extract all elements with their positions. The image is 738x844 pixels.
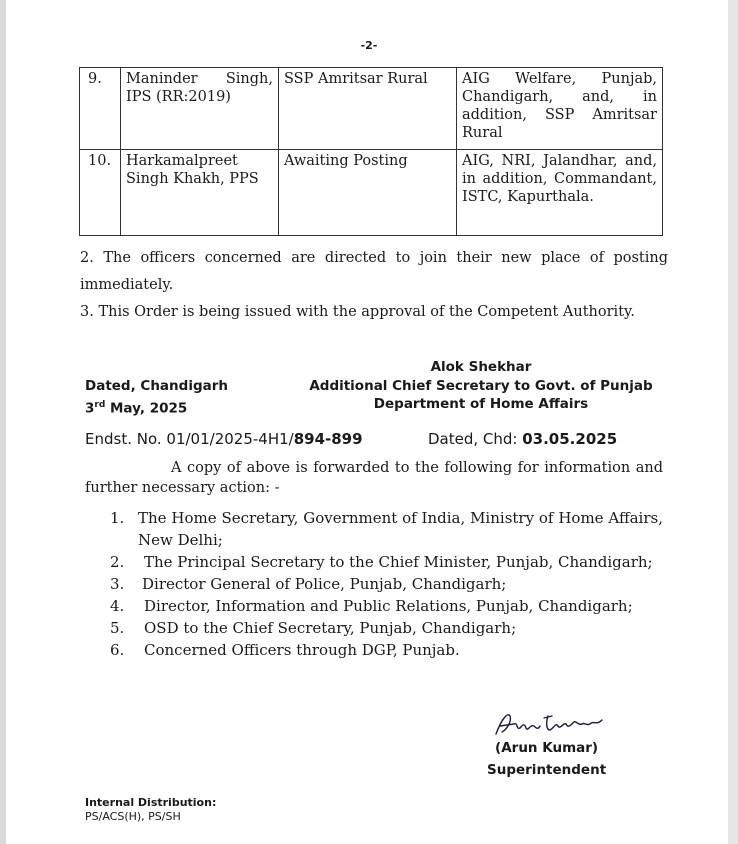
page-number: -2- [360,39,378,52]
superintendent-name: (Arun Kumar) [495,740,599,756]
new-posting: AIG Welfare, Punjab, Chandigarh, and, in addition, SSP Amritsar Rural [457,68,663,150]
officer-name: Harkamalpreet Singh Khakh, PPS [121,150,279,236]
signatory-designation: Additional Chief Secretary to Govt. of Punjab [309,377,653,394]
dated-place: Dated, Chandigarh [85,378,228,394]
internal-distribution [85,796,216,824]
distribution-list [110,507,663,661]
internal-distribution-heading: Internal Distribution: [85,796,217,809]
officer-name: Maninder Singh, IPS (RR:2019) [121,68,279,150]
list-item: 3. Director General of Police, Punjab, Chandigarh; [110,575,507,593]
list-item: 4. Director, Information and Public Relations, Punjab, Chandigarh; [110,597,633,615]
serial-number: 10. [80,150,121,236]
signatory-department: Department of Home Affairs [373,396,589,412]
signatory-block [298,358,664,414]
list-item: 1. The Home Secretary, Government of India, Ministry of Home Affairs, New Delhi; [110,509,663,549]
copy-forward-text: A copy of above is forwarded to the following for information and further necessary action: - [85,460,663,496]
page-edge-right [728,0,738,844]
paragraph-2: 2. The officers concerned are directed to join their new place of posting immediately. [80,250,668,293]
dated-block [85,377,228,418]
table-row [80,150,663,236]
current-posting: SSP Amritsar Rural [279,68,457,150]
serial-number: 9. [80,68,121,150]
superintendent-title: Superintendent [487,762,607,778]
dated-date: 3rd May, 2025 [85,399,188,416]
endorsement-number: Endst. No. 01/01/2025-4H1/894-899 [85,430,363,448]
signatory-name: Alok Shekhar [430,359,532,375]
table-row [80,68,663,150]
paragraph-3: 3. This Order is being issued with the approval of the Competent Authority. [80,304,635,320]
new-posting: AIG, NRI, Jalandhar, and, in addition, Commandant, ISTC, Kapurthala. [457,150,663,236]
current-posting: Awaiting Posting [279,150,457,236]
list-item: 5. OSD to the Chief Secretary, Punjab, Chandigarh; [110,619,517,637]
superintendent-block [487,737,606,781]
handwritten-signature [492,708,612,740]
page-edge-left [0,0,6,844]
internal-distribution-value: PS/ACS(H), PS/SH [85,810,181,823]
posting-table [79,67,663,236]
list-item: 2. The Principal Secretary to the Chief Minister, Punjab, Chandigarh; [110,553,653,571]
list-item: 6. Concerned Officers through DGP, Punjab. [110,641,460,659]
endorsement-date: Dated, Chd: 03.05.2025 [428,430,618,448]
